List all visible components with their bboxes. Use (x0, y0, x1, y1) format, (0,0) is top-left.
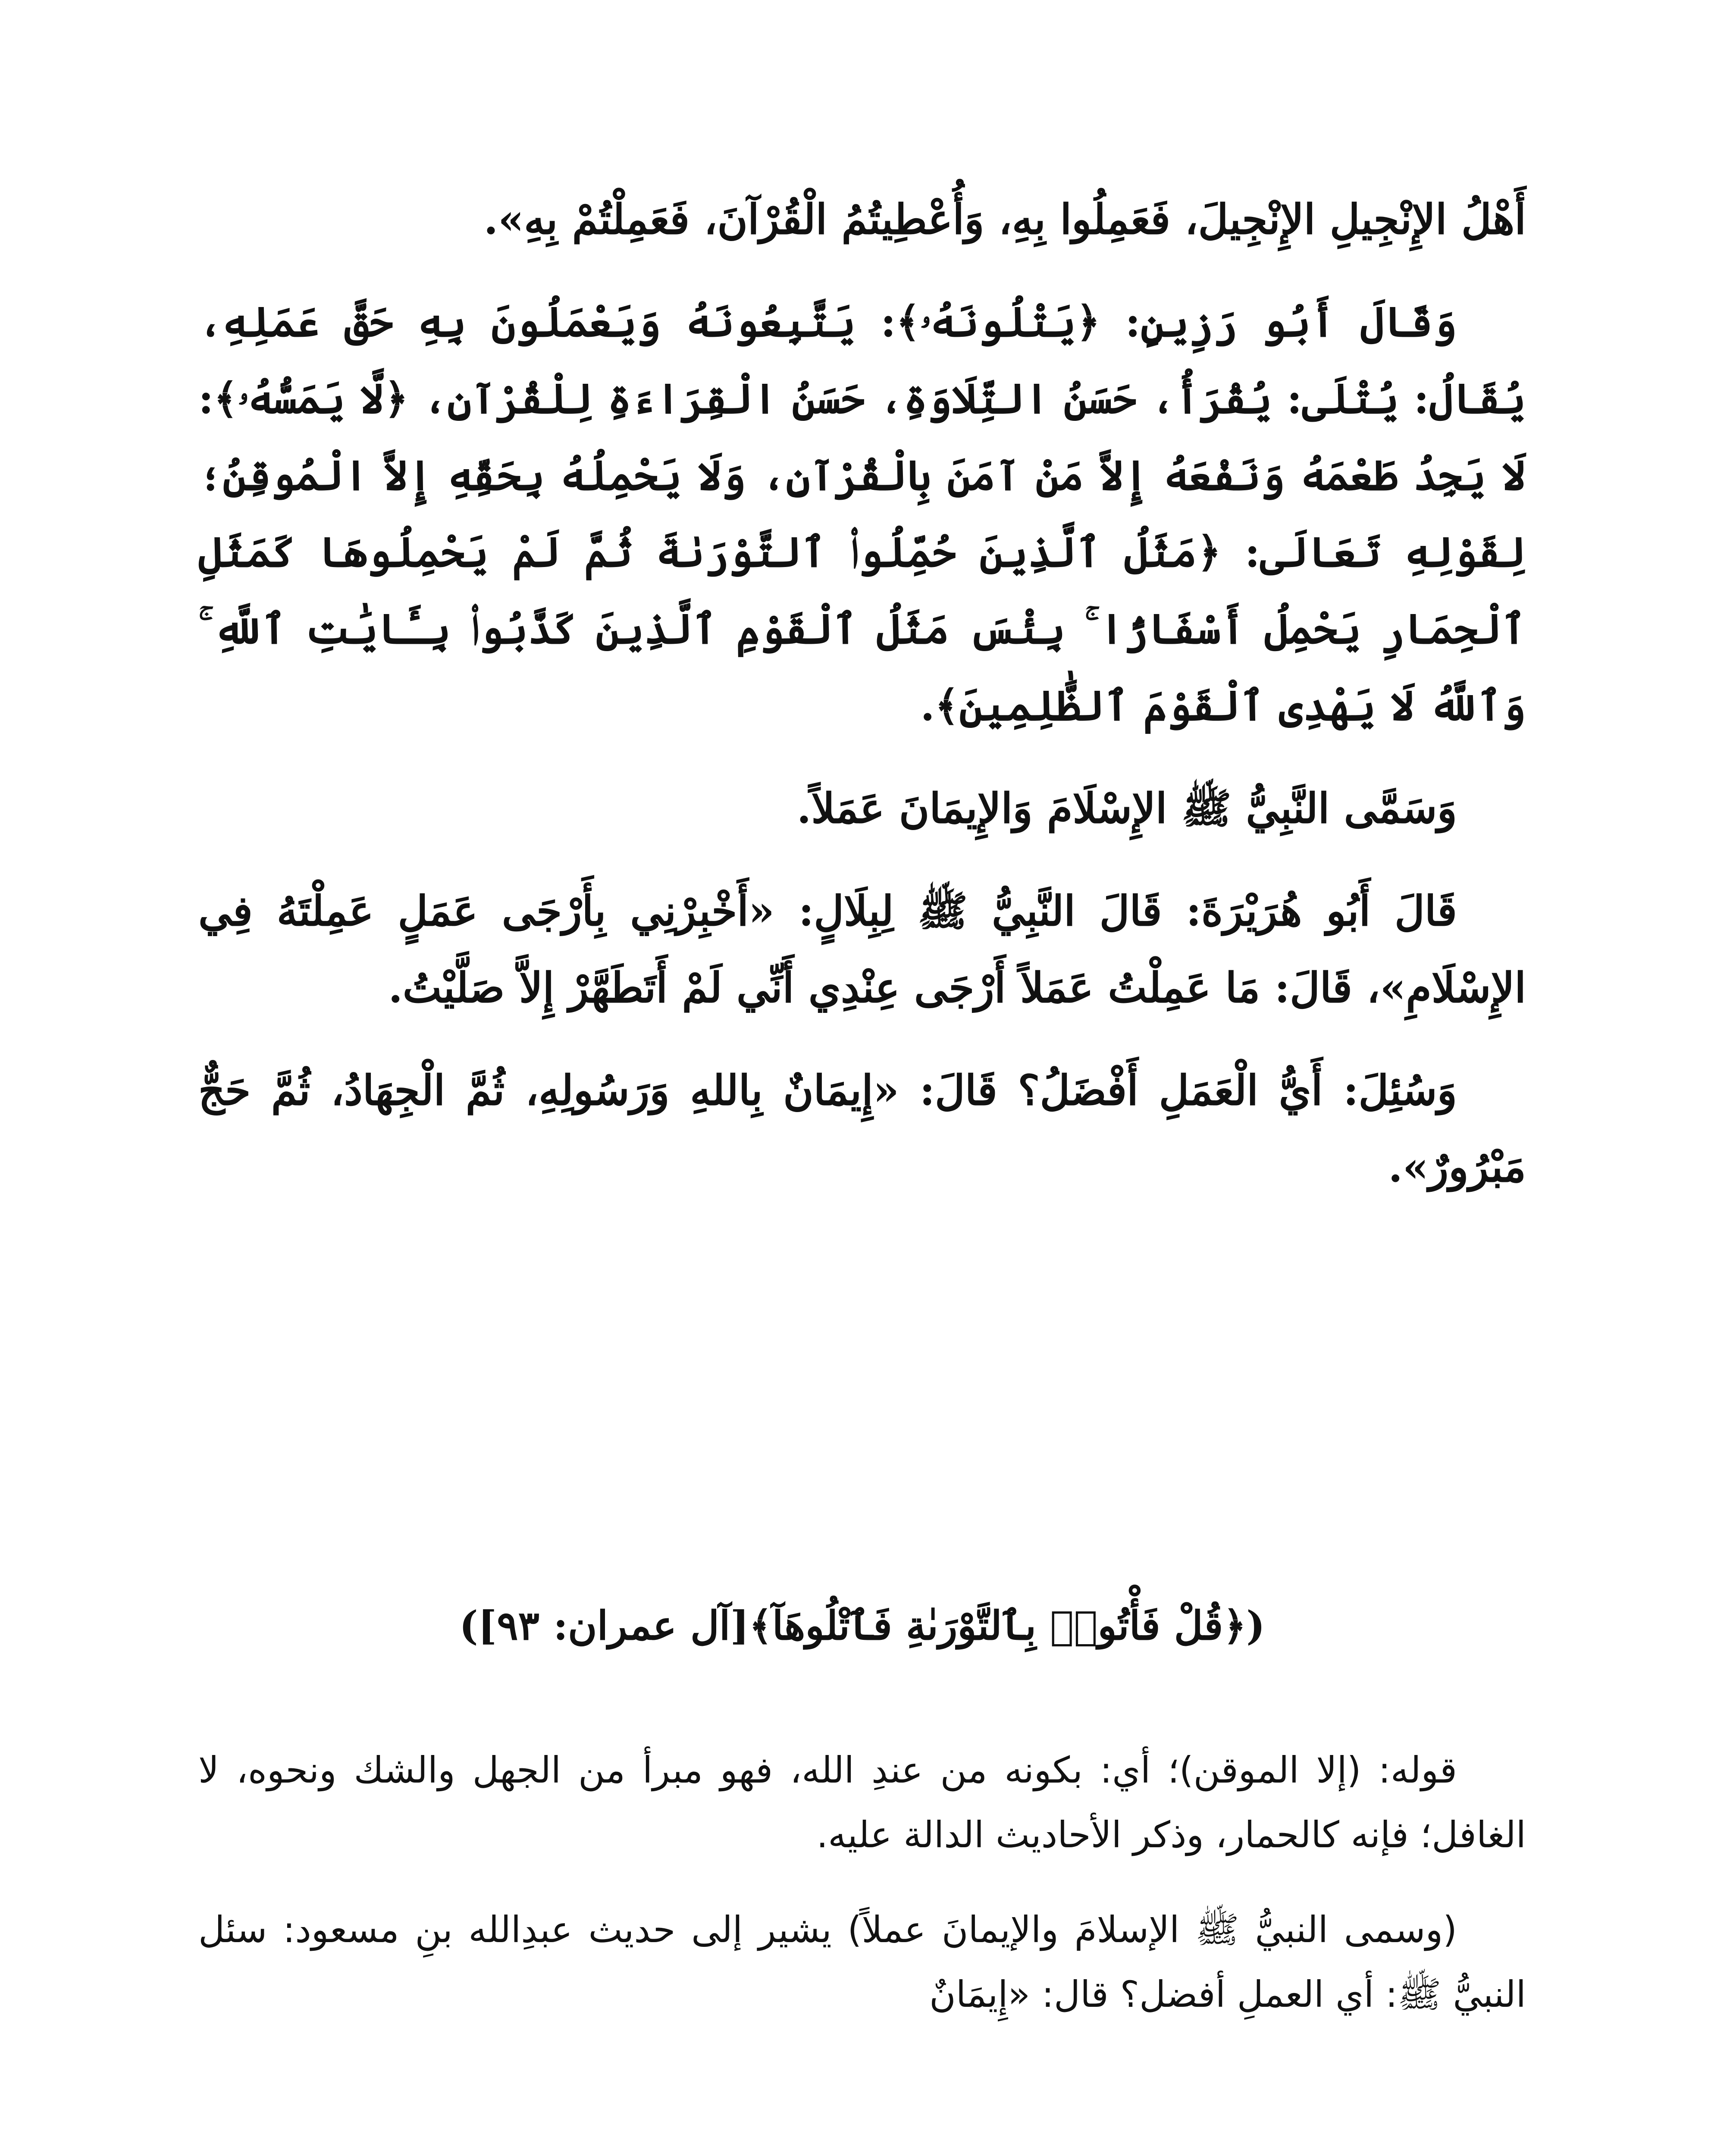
main-paragraph-4: قَالَ أَبُو هُرَيْرَةَ: قَالَ النَّبِيُّ ﷺ لِبِلَالٍ: «أَخْبِرْنِي بِأَرْجَى عَمَلٍ عَمِلْتَهُ فِي الإِسْلَامِ»، قَالَ: مَا عَمِلْتُ عَمَلاً أَرْجَى عِنْدِي أَنِّي لَمْ أَتَطَهَّرْ إِلاَّ صَلَّيْتُ. (198, 887, 1526, 1012)
section-heading: (﴿قُلْ فَأْتُوا۟ بِٱلتَّوْرَىٰةِ فَٱتْلُوهَآ﴾[آل عمران: ٩٣]) (459, 1602, 1265, 1649)
main-text (198, 181, 1526, 1232)
commentary-paragraph-2: (وسمى النبيُّ ﷺ الإسلامَ والإيمانَ عملاً) يشير إلى حديث عبدِالله بنِ مسعود: سئل النبيُّ ﷺ: أي العملِ أفضل؟ قال: «إِيمَانٌ (198, 1908, 1526, 2015)
main-paragraph-1: أَهْلُ الإِنْجِيلِ الإِنْجِيلَ، فَعَمِلُوا بِهِ، وَأُعْطِيتُمُ الْقُرْآنَ، فَعَمِلْتُمْ بِهِ». (483, 195, 1526, 244)
commentary-paragraph-1: قوله: (إلا الموقن)؛ أي: بكونه من عندِ الله، فهو مبرأ من الجهل والشك ونحوه، لا الغافل؛ فإنه كالحمار، وذكر الأحاديث الدالة عليه. (198, 1749, 1526, 1856)
main-paragraph-2: وَقَالَ أَبُو رَزِينٍ: ﴿يَتْلُونَهُۥ﴾: يَتَّبِعُونَهُ وَيَعْمَلُونَ بِهِ حَقَّ عَمَلِهِ، يُقَالُ: يُتْلَى: يُقْرَأُ، حَسَنُ التِّلَاوَةِ، حَسَنُ الْقِرَاءَةِ لِلْقُرْآنِ، ﴿لَّا يَمَسُّهُۥ﴾: لَا يَجِدُ طَعْمَهُ وَنَفْعَهُ إِلاَّ مَنْ آمَنَ بِالْقُرْآنِ، وَلَا يَحْمِلُهُ بِحَقِّهِ إِلاَّ الْمُوقِنُ؛ لِقَوْلِهِ تَعَالَى: ﴿مَثَلُ ٱلَّذِينَ حُمِّلُوا۟ ٱلتَّوْرَىٰةَ ثُمَّ لَمْ يَحْمِلُوهَا كَمَثَلِ ٱلْحِمَارِ يَحْمِلُ أَسْفَارًۢا ۚ بِئْسَ مَثَلُ ٱلْقَوْمِ ٱلَّذِينَ كَذَّبُوا۟ بِـَٔايَٰتِ ٱللَّهِ ۚ وَٱللَّهُ لَا يَهْدِى ٱلْقَوْمَ ٱلظَّٰلِمِينَ﴾. (198, 298, 1526, 730)
main-paragraph-5: وَسُئِلَ: أَيُّ الْعَمَلِ أَفْضَلُ؟ قَالَ: «إِيمَانٌ بِاللهِ وَرَسُولِهِ، ثُمَّ الْجِهَادُ، ثُمَّ حَجٌّ مَبْرُورٌ». (198, 1066, 1526, 1191)
commentary-text (198, 1738, 1526, 2057)
main-paragraph-3: وَسَمَّى النَّبِيُّ ﷺ الإِسْلَامَ وَالإِيمَانَ عَمَلاً. (796, 784, 1457, 833)
